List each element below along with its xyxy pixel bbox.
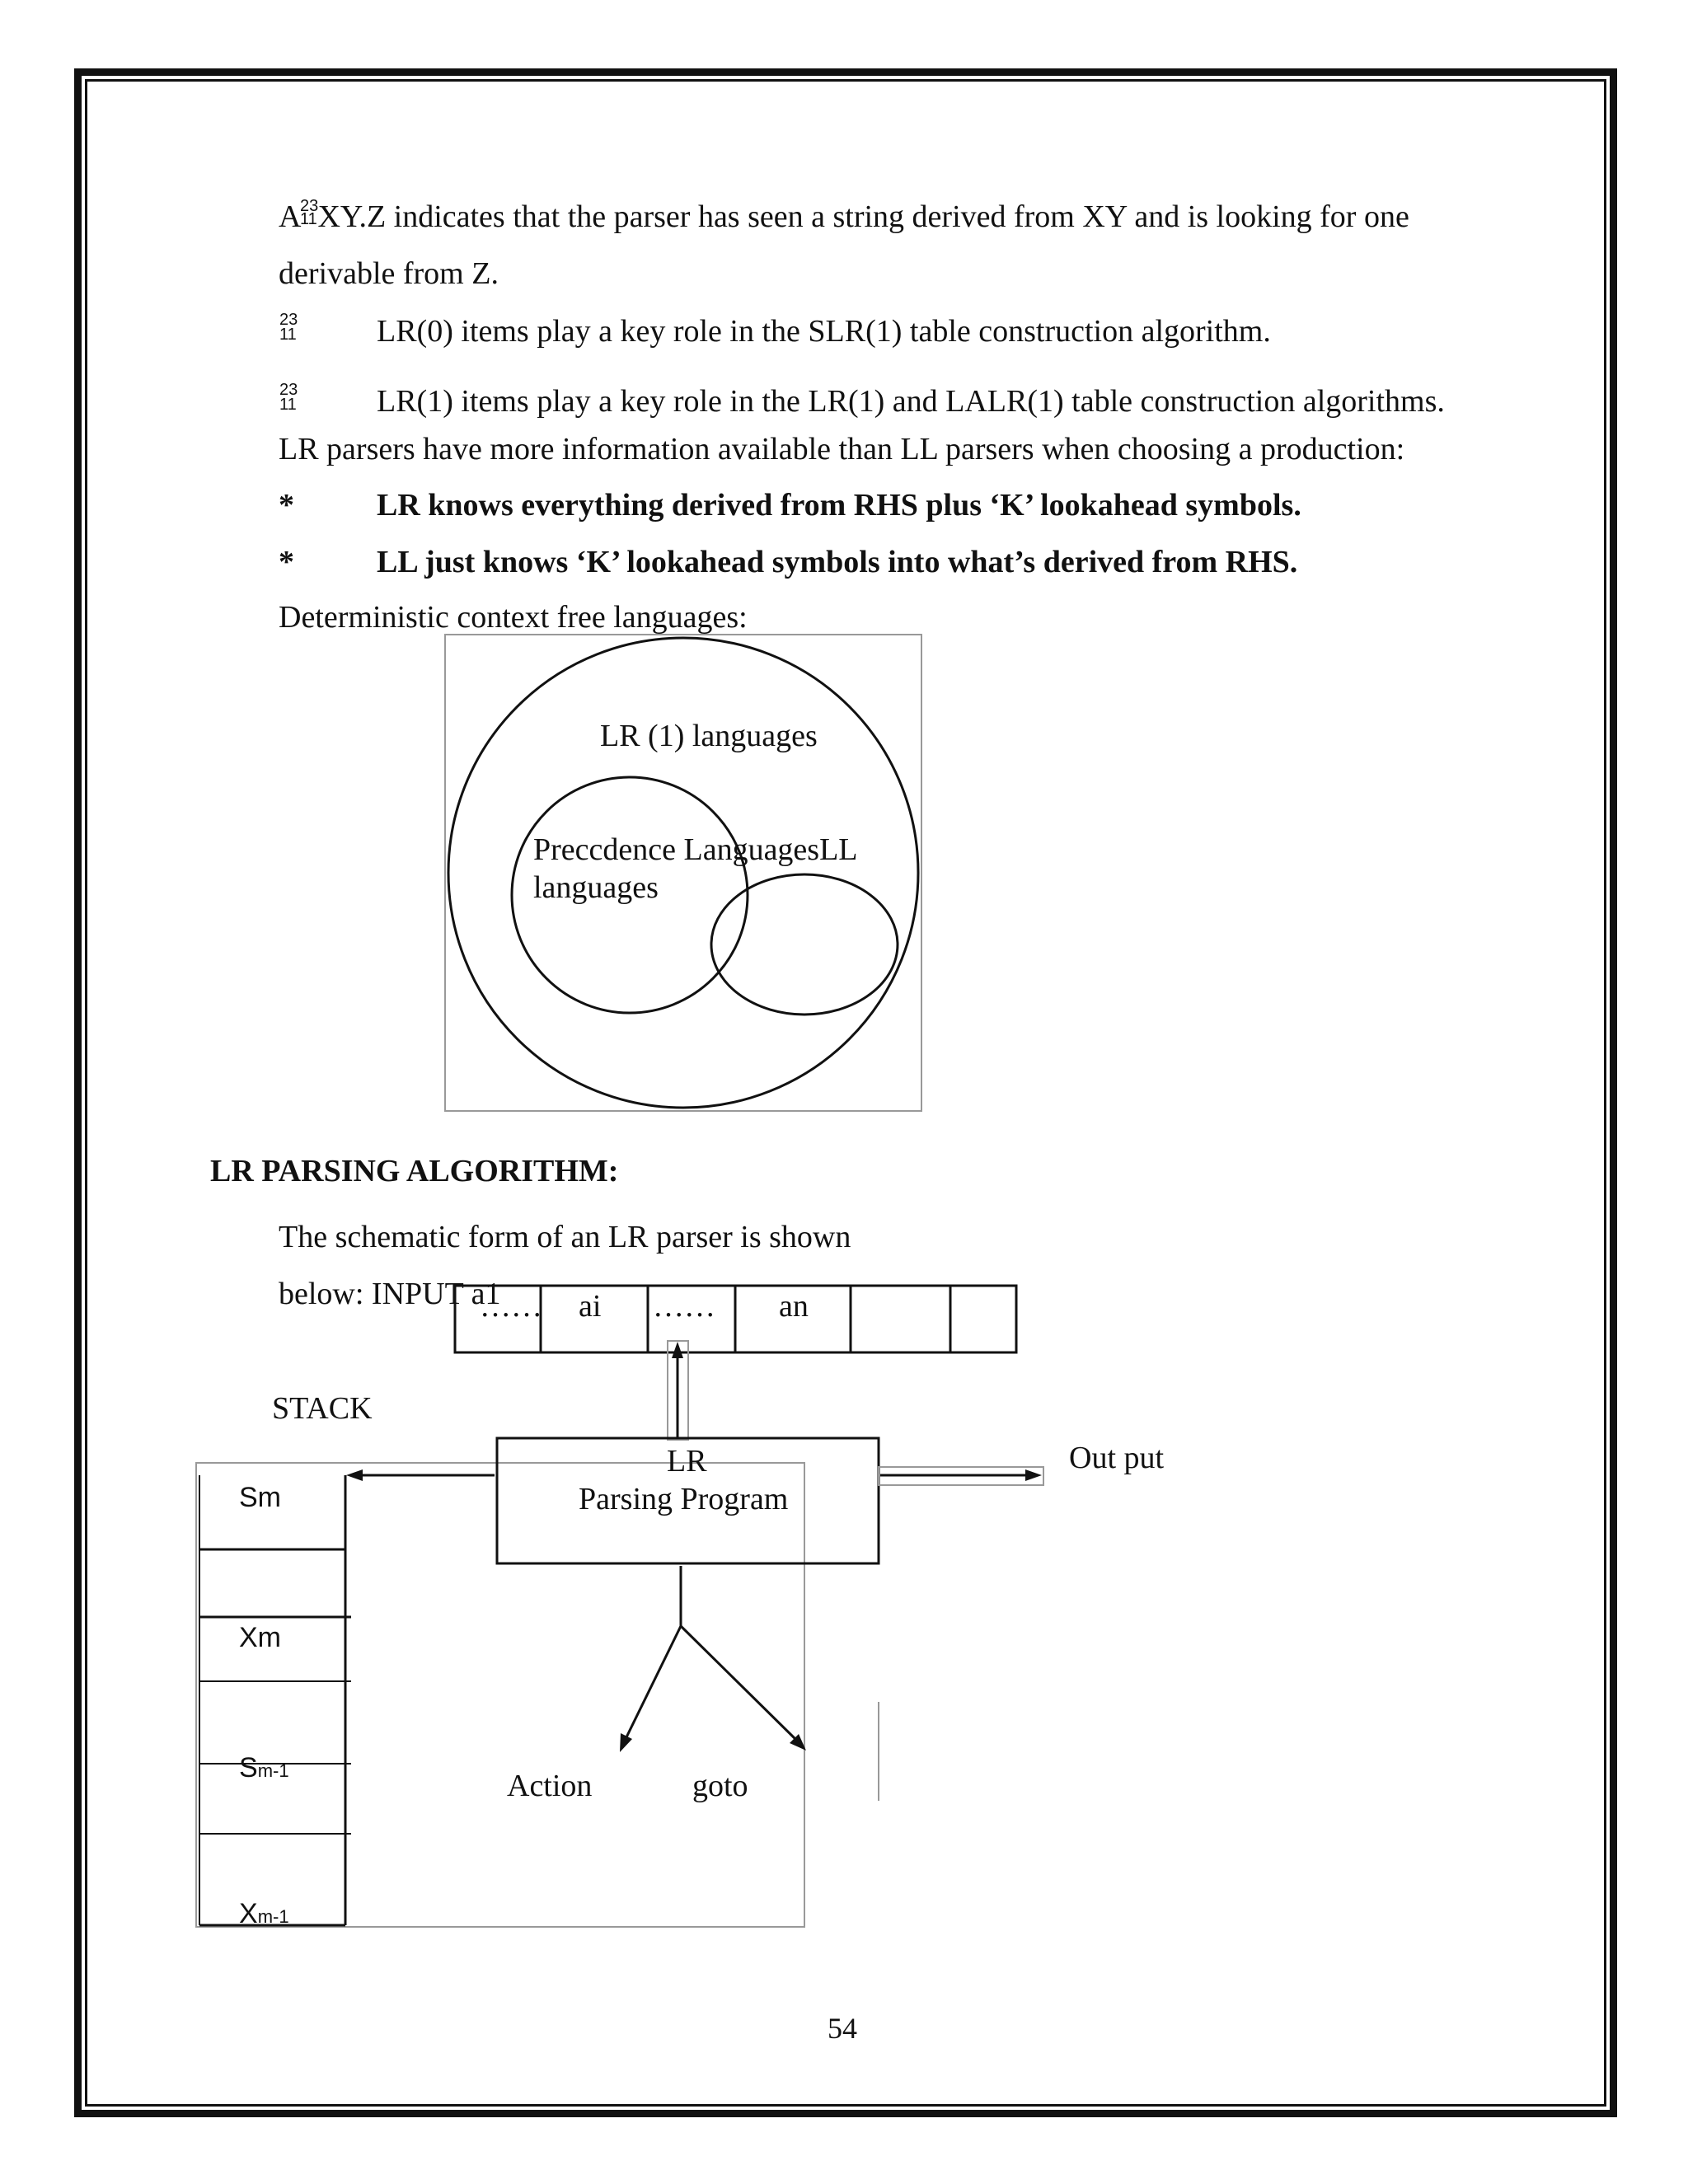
glyph-bottom-inline: 11 [300, 210, 317, 228]
goto-label: goto [692, 1769, 748, 1803]
item-line-1-prefix: A [279, 199, 302, 234]
star-text-1: LR knows everything derived from RHS plus ‘K’ lookahead symbols. [377, 488, 1301, 523]
venn-inner-label-line2: languages [533, 870, 659, 905]
goto-branch-line [681, 1626, 798, 1741]
dcfl-caption: Deterministic context free languages: [279, 600, 748, 635]
stack-label: STACK [272, 1391, 373, 1426]
lr-more-info-line: LR parsers have more information available than LL parsers when choosing a production: [279, 432, 1405, 466]
input-cell-label: …… [653, 1289, 715, 1324]
program-label-line1: LR [667, 1444, 707, 1479]
venn-ll-circle [711, 874, 898, 1015]
star-marker-1: * [279, 488, 294, 523]
output-label: Out put [1069, 1441, 1165, 1475]
venn-outer-label: LR (1) languages [600, 719, 818, 753]
stack-item-main: Xm [239, 1622, 281, 1653]
bullet-glyph-1-bottom: 11 [279, 326, 297, 344]
stack-item-main: S [239, 1752, 258, 1783]
venn-outer-circle [448, 638, 918, 1108]
program-label-line2: Parsing Program [579, 1482, 789, 1516]
input-cell-label: an [779, 1289, 809, 1324]
stack-item [239, 1900, 289, 1928]
stack-item-main: Sm [239, 1482, 281, 1513]
glyph-top-inline: 23 [300, 197, 319, 215]
stack-item-subscript: m-1 [257, 1906, 289, 1927]
star-marker-2: * [279, 545, 294, 579]
bullet-text-1: LR(0) items play a key role in the SLR(1) table construction algorithm. [377, 314, 1271, 349]
schematic-line-2: below: INPUT a1 [279, 1277, 501, 1311]
stack-item [239, 1483, 281, 1511]
action-label: Action [507, 1769, 593, 1803]
section-heading: LR PARSING ALGORITHM: [210, 1154, 619, 1188]
stack-arrow-head [346, 1469, 363, 1481]
item-line-1-text: XY.Z indicates that the parser has seen a string derived from XY and is looking for one [317, 199, 1409, 234]
page-number: 54 [828, 2012, 857, 2045]
stack-item-subscript: m-1 [257, 1760, 289, 1781]
output-arrow-head [1025, 1469, 1042, 1481]
input-arrow-head [672, 1342, 683, 1358]
stack-item [239, 1624, 281, 1652]
item-line-2: derivable from Z. [279, 256, 499, 291]
bullet-glyph-1-top: 23 [279, 311, 298, 329]
program-region-frame [196, 1463, 804, 1927]
schematic-line-1: The schematic form of an LR parser is shown [279, 1220, 851, 1254]
venn-inner-label-line1: Preccdence LanguagesLL [533, 832, 858, 867]
action-branch-arrowhead [620, 1733, 632, 1752]
stack-item-main: X [239, 1898, 258, 1929]
bullet-glyph-2-bottom: 11 [279, 396, 297, 414]
input-cell-label: …… [480, 1289, 542, 1324]
stack-item [239, 1754, 289, 1782]
bullet-text-2: LR(1) items play a key role in the LR(1) and LALR(1) table construction algorithms. [377, 384, 1445, 419]
bullet-glyph-2-top: 23 [279, 381, 298, 399]
action-branch-line [625, 1626, 681, 1741]
input-cell-label: ai [579, 1289, 602, 1324]
star-text-2: LL just knows ‘K’ lookahead symbols into what’s derived from RHS. [377, 545, 1298, 579]
